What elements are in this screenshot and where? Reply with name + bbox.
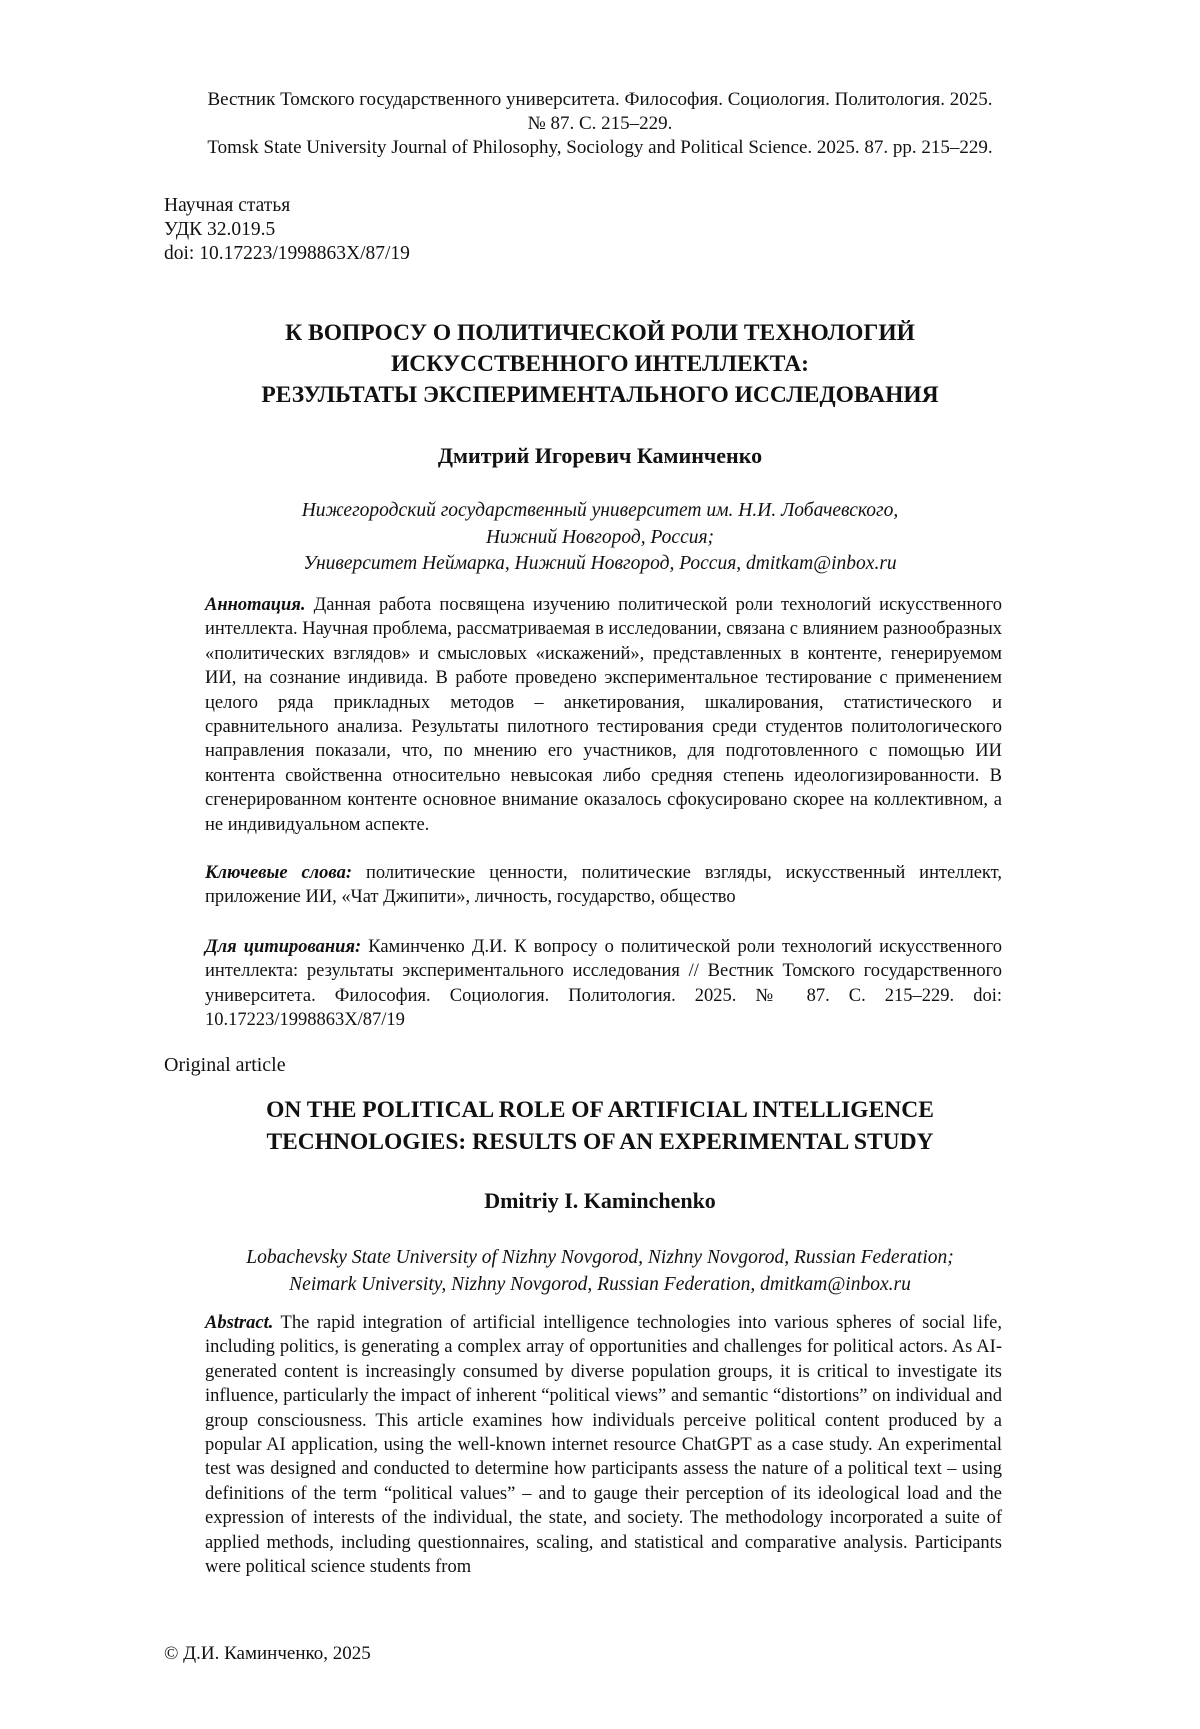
title-en-line: ON THE POLITICAL ROLE OF ARTIFICIAL INTELLIGENCE	[266, 1097, 934, 1123]
title-en-line: TECHNOLOGIES: RESULTS OF AN EXPERIMENTAL STUDY	[266, 1129, 934, 1155]
journal-header-line-3: Tomsk State University Journal of Philosophy, Sociology and Political Science. 2025. 87. pp. 215–229.	[207, 137, 993, 158]
affiliation-en-line: Lobachevsky State University of Nizhny Novgorod, Nizhny Novgorod, Russian Federation;	[246, 1247, 954, 1268]
author-name-en: Dmitriy I. Kaminchenko	[484, 1188, 716, 1213]
affiliation-en	[150, 1245, 1050, 1298]
keywords-ru-text: политические ценности, политические взгляды, искусственный интеллект, приложение ИИ, «Чат Джипити», личность, государство, общество	[205, 863, 1002, 908]
title-ru-line: К ВОПРОСУ О ПОЛИТИЧЕСКОЙ РОЛИ ТЕХНОЛОГИЙ	[285, 320, 915, 346]
title-ru-line: ИСКУССТВЕННОГО ИНТЕЛЛЕКТА:	[390, 351, 810, 377]
journal-header-line-2: № 87. С. 215–229.	[527, 113, 673, 134]
affiliation-ru-line: Нижегородский государственный университет им. Н.И. Лобачевского,	[301, 500, 899, 521]
copyright-footer: © Д.И. Каминченко, 2025	[164, 1643, 371, 1664]
affiliation-ru-line: Нижний Новгород, Россия;	[485, 526, 715, 548]
keywords-ru-label: Ключевые слова:	[205, 863, 352, 883]
udk-code: УДК 32.019.5	[164, 219, 276, 240]
doi: doi: 10.17223/1998863Х/87/19	[164, 243, 410, 264]
keywords-ru	[205, 861, 1002, 910]
journal-header	[150, 88, 1050, 160]
affiliation-ru-line: Университет Неймарка, Нижний Новгород, Россия, dmitkam@inbox.ru	[303, 553, 897, 574]
citation-ru	[205, 935, 1002, 1033]
affiliation-en-line: Neimark University, Nizhny Novgorod, Russian Federation, dmitkam@inbox.ru	[289, 1273, 911, 1295]
abstract-ru-text: Данная работа посвящена изучению политической роли технологий искусственного интеллекта. Научная проблема, рассматриваемая в исследовании, связана с влиянием разнообразных «политических взглядов» и смысловых «искажений», представленных в контенте, генерируемом ИИ, на сознание индивида. В работе проведено экспериментальное тестирование с применением целого ряда прикладных методов – анкетирования, шкалирования, статистического и сравнительного анализа. Результаты пилотного тестирования среди студентов политологического направления показали, что, по мнению его участников, для подготовленного с помощью ИИ контента свойственна относительно невысокая либо средняя степень идеологизированности. В сгенерированном контенте основное внимание оказалось сфокусировано скорее на коллективном, а не индивидуальном аспекте.	[205, 595, 1003, 835]
citation-ru-text: Каминченко Д.И. К вопросу о политической роли технологий искусственного интеллекта: результаты экспериментального исследования // Вестник Томского государственного университета. Философия. Социология. Политология. 2025. № 87. С. 215–229. doi: 10.17223/1998863Х/87/19	[205, 937, 1002, 1031]
page-title-en	[120, 1094, 1080, 1158]
article-meta	[164, 194, 410, 266]
article-type-en: Original article	[164, 1054, 286, 1076]
abstract-ru-label: Аннотация.	[205, 595, 306, 615]
abstract-en-label: Abstract.	[205, 1313, 274, 1333]
citation-ru-label: Для цитирования:	[205, 937, 362, 957]
journal-header-line-1: Вестник Томского государственного университета. Философия. Социология. Политология. 2025.	[207, 89, 993, 110]
title-ru-line: РЕЗУЛЬТАТЫ ЭКСПЕРИМЕНТАЛЬНОГО ИССЛЕДОВАНИЯ	[261, 382, 939, 408]
affiliation-ru	[150, 498, 1050, 578]
abstract-en-text: The rapid integration of artificial intelligence technologies into various spheres of social life, including politics, is generating a complex array of opportunities and challenges for political actors. As AI-generated content is increasingly consumed by diverse population groups, it is critical to investigate its influence, particularly the impact of inherent “political views” and semantic “distortions” on individual and group consciousness. This article examines how individuals perceive political content produced by a popular AI application, using the well-known internet resource ChatGPT as a case study. An experimental test was designed and conducted to determine how participants assess the nature of a political text – using definitions of the term “political values” – and to gauge their perception of its ideological load and the expression of interests of the individual, the state, and society. The methodology incorporated a suite of applied methods, including questionnaires, scaling, and statistical and comparative analysis. Participants were political science students from	[205, 1313, 1003, 1578]
abstract-ru	[205, 593, 1002, 837]
article-type: Научная статья	[164, 195, 291, 216]
abstract-en	[205, 1311, 1002, 1579]
page-title-ru	[120, 318, 1080, 411]
author-name-ru: Дмитрий Игоревич Каминченко	[437, 443, 763, 468]
